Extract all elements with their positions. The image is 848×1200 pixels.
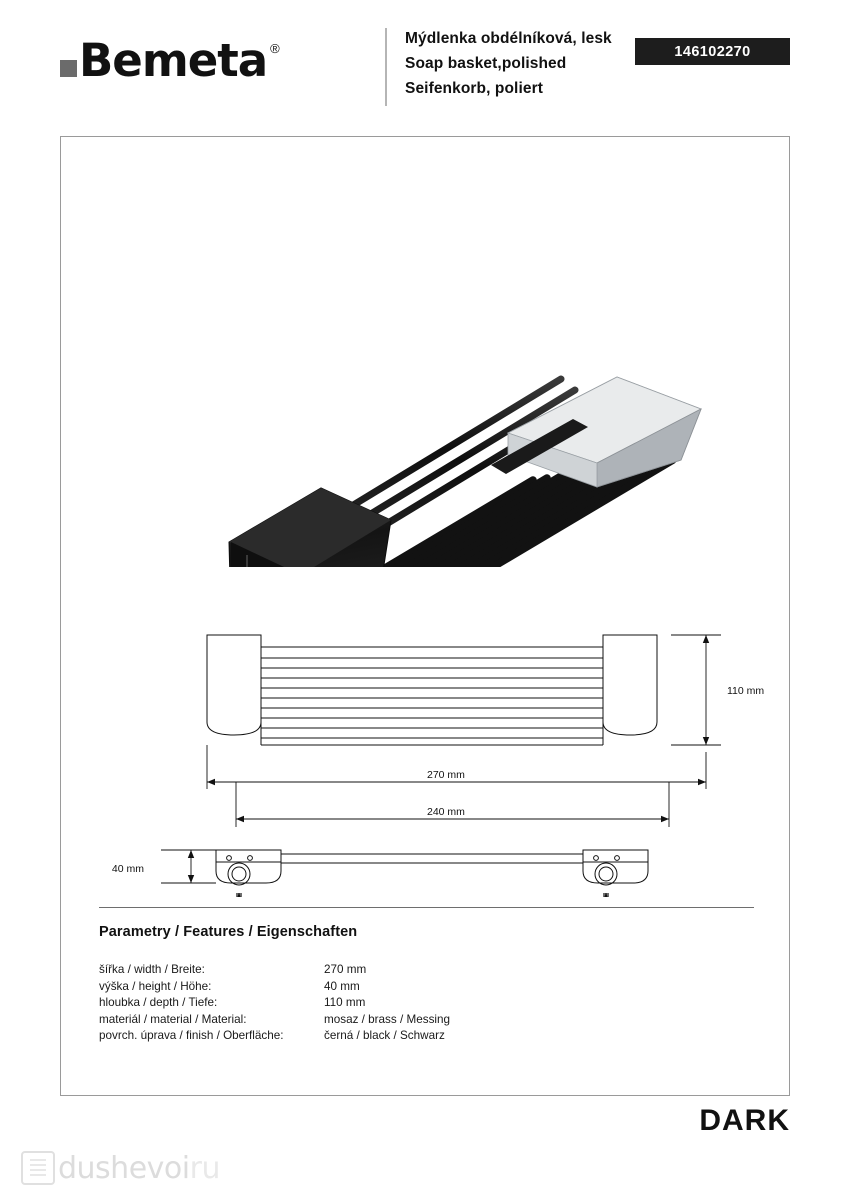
product-titles: [405, 26, 612, 101]
parameter-label: šířka / width / Breite:: [99, 963, 205, 976]
parameter-label: povrch. úprava / finish / Oberfläche:: [99, 1029, 284, 1042]
parameter-row: [99, 962, 754, 979]
dimension-width-inner-label: 240 mm: [427, 806, 465, 818]
brand-logo: [60, 36, 280, 86]
parameter-row: [99, 979, 754, 996]
brand-square-icon: [60, 60, 77, 77]
parameters-title: Parametry / Features / Eigenschaften: [99, 924, 358, 940]
dimension-height-label: 110 mm: [727, 685, 765, 697]
product-title-de: Seifenkorb, poliert: [405, 80, 543, 97]
registered-trademark-icon: ®: [270, 41, 280, 56]
watermark-text: dushevoi: [58, 1150, 190, 1186]
brand-name: Bemeta: [79, 34, 268, 87]
parameter-value: 40 mm: [324, 979, 360, 993]
watermark: [18, 1148, 220, 1188]
wall-anchor-left: [236, 893, 242, 897]
parameter-label: výška / height / Höhe:: [99, 979, 212, 993]
product-title-en: Soap basket,polished: [405, 55, 567, 72]
parameter-label: hloubka / depth / Tiefe:: [99, 996, 218, 1009]
parameter-row: [99, 995, 754, 1012]
dimension-height: [671, 635, 721, 745]
content-frame: [60, 136, 790, 1096]
parameter-value: 110 mm: [324, 996, 366, 1009]
parameter-row: [99, 1012, 754, 1029]
watermark-icon: [18, 1148, 58, 1188]
product-code-badge: 146102270: [635, 38, 790, 65]
mounting-view: [216, 850, 648, 885]
wall-anchor-right: [603, 893, 609, 897]
parameter-value: 270 mm: [324, 963, 367, 976]
dimension-width-inner: [236, 782, 669, 827]
header-divider: [385, 28, 387, 106]
front-view: [207, 635, 657, 745]
parameter-value: černá / black / Schwarz: [324, 1029, 445, 1042]
parameters-section: [99, 907, 754, 1045]
product-3d-illustration: [61, 197, 791, 567]
watermark-suffix: ru: [189, 1150, 220, 1186]
dimension-width-outer: [207, 745, 706, 789]
parameter-value: mosaz / brass / Messing: [324, 1012, 451, 1026]
parameter-label: materiál / material / Material:: [99, 1012, 247, 1026]
dimension-depth-label: 40 mm: [111, 863, 144, 875]
parameters-divider: [99, 907, 754, 908]
parameter-row: [99, 1028, 754, 1045]
dimension-width-outer-label: 270 mm: [427, 769, 465, 781]
technical-drawings: [61, 567, 791, 897]
product-title-cs: Mýdlenka obdélníková, lesk: [405, 30, 612, 47]
page-header: [60, 24, 790, 114]
dimension-depth: [161, 850, 216, 883]
series-name: DARK: [699, 1104, 790, 1137]
